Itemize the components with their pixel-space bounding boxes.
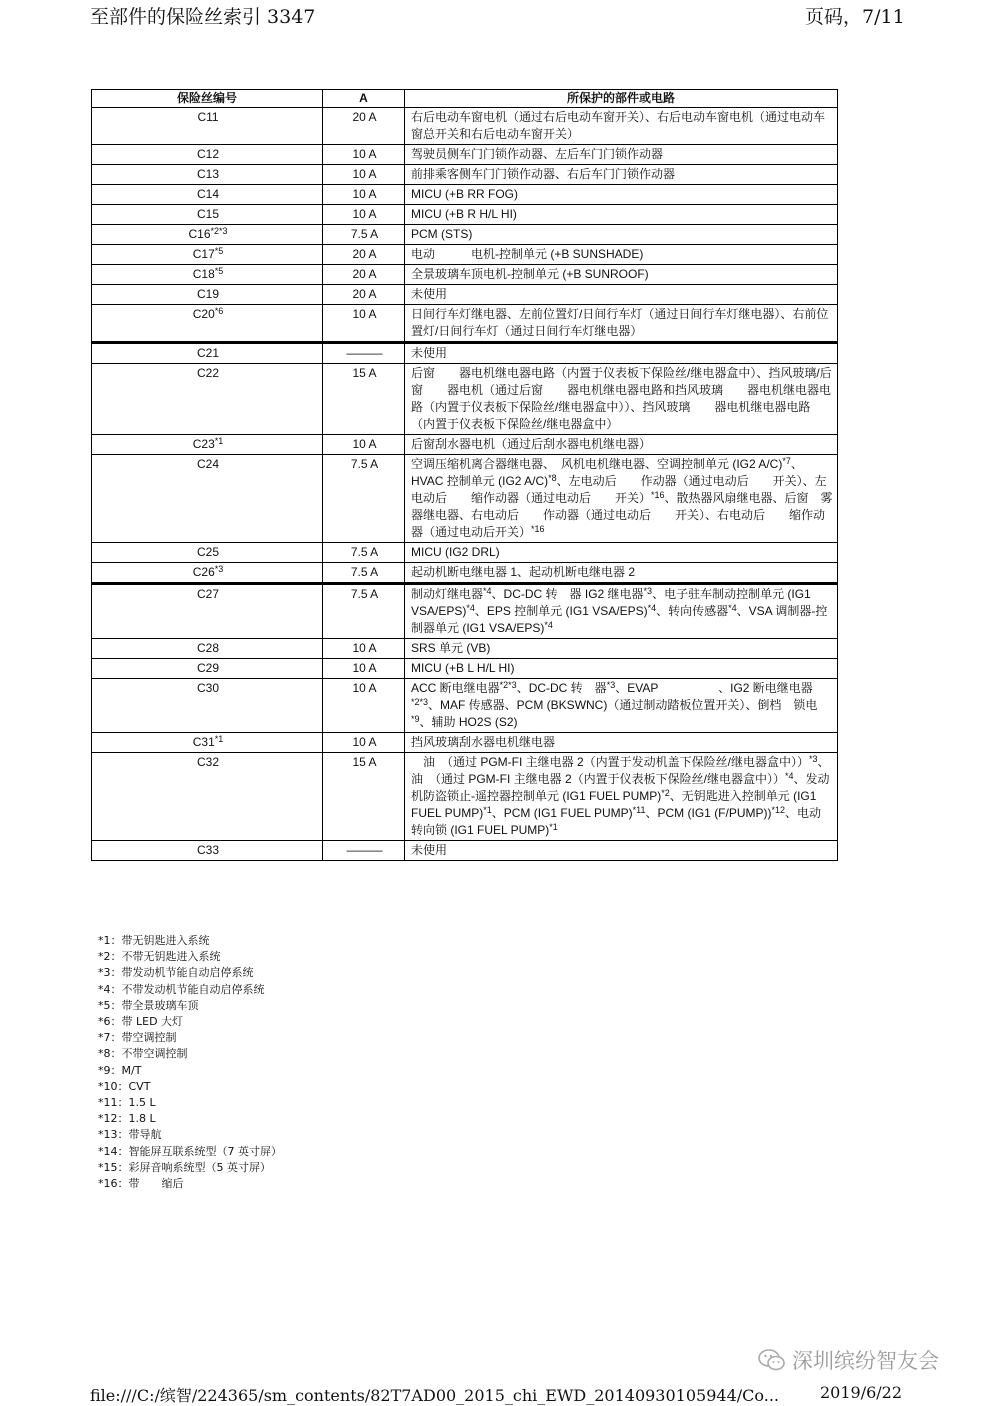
footnote-item: *8：不带空调控制 bbox=[98, 1047, 188, 1061]
table-row bbox=[92, 563, 838, 584]
fuse-id: C33 bbox=[196, 843, 219, 857]
fuse-number-cell bbox=[92, 165, 323, 185]
protected-circuit-cell: 未使用 bbox=[405, 343, 838, 364]
footnote-item: *2：不带无钥匙进入系统 bbox=[98, 950, 221, 964]
table-row bbox=[92, 343, 838, 364]
footnote-ref: *1 bbox=[214, 436, 224, 446]
fuse-id: C20 bbox=[192, 307, 215, 321]
footnote-item: *9：M/T bbox=[98, 1063, 142, 1077]
amperage-cell: 7.5 A bbox=[323, 543, 405, 563]
fuse-number-cell bbox=[92, 679, 323, 733]
protected-circuit-cell: 制动灯继电器$^{*4}$、DC-DC 转 器 IG2 继电器$^{*3}$、电子驻车制动控制单元 (IG1 VSA/EPS)$^{*4}$、EPS 控制单元 (IG1 VSA/EPS)$^{*4}$、转向传感器$^{*4}$、VSA 调制器-控制器单元 (IG1 VSA/EPS)$^{*4}$ bbox=[405, 584, 838, 639]
amperage-cell: 10 A bbox=[323, 733, 405, 753]
protected-circuit-cell: 电动 电机-控制单元 (+B SUNSHADE) bbox=[405, 245, 838, 265]
fuse-id: C11 bbox=[197, 110, 219, 124]
fuse-number-cell bbox=[92, 753, 323, 841]
table-row bbox=[92, 185, 838, 205]
protected-circuit-cell: MICU (+B R H/L HI) bbox=[405, 205, 838, 225]
fuse-id: C32 bbox=[196, 755, 219, 769]
amperage-cell: 15 A bbox=[323, 753, 405, 841]
fuse-number-cell bbox=[92, 245, 323, 265]
fuse-id: C23 bbox=[192, 437, 215, 451]
amperage-cell: 10 A bbox=[323, 205, 405, 225]
fuse-id: C12 bbox=[196, 147, 219, 161]
footnote-item: *16：带 缩后 bbox=[98, 1177, 184, 1191]
table-row bbox=[92, 145, 838, 165]
fuse-number-cell bbox=[92, 543, 323, 563]
fuse-id: C24 bbox=[196, 457, 219, 471]
footnote-ref: *3 bbox=[214, 564, 224, 574]
protected-circuit-cell: 右后电动车窗电机（通过右后电动车窗开关）、右后电动车窗电机（通过电动车窗总开关和右后电动车窗开关） bbox=[405, 108, 838, 145]
protected-circuit-cell: PCM (STS) bbox=[405, 225, 838, 245]
protected-circuit-cell: ACC 断电继电器$^{*2*3}$、DC-DC 转 器$^{*3}$、EVAP 、IG2 断电继电器$^{*2*3}$、MAF 传感器、PCM (BKSWNC)（通过制动踏板位置开关）、倒档 锁电 $^{*9}$、辅助 HO2S (S2) bbox=[405, 679, 838, 733]
protected-circuit-cell: 起动机断电继电器 1、起动机断电继电器 2 bbox=[405, 563, 838, 584]
protected-circuit-cell: 空调压缩机离合器继电器、 风机电机继电器、空调控制单元 (IG2 A/C)$^{*7}$、HVAC 控制单元 (IG2 A/C)$^{*8}$、左电动后 作动器（通过电动后 开关）、左电动后 缩作动器（通过电动后 开关）$^{*16}$、散热器风扇继电器、后窗 雾器继电器、右电动后 作动器（通过电动后 开关）、右电动后 缩作动器（通过电动后开关）$^{*16}$ bbox=[405, 455, 838, 543]
amperage-cell: 7.5 A bbox=[323, 584, 405, 639]
fuse-number-cell bbox=[92, 733, 323, 753]
protected-circuit-cell: 后窗 器电机继电器电路（内置于仪表板下保险丝/继电器盒中）、挡风玻璃/后窗 器电机（通过后窗 器电机继电器电路和挡风玻璃 器电机继电器电路（内置于仪表板下保险丝/继电器盒中））、挡风玻璃 器电机继电器电路（内置于仪表板下保险丝/继电器盒中） bbox=[405, 364, 838, 435]
amperage-cell: 20 A bbox=[323, 245, 405, 265]
table-row bbox=[92, 205, 838, 225]
table-row bbox=[92, 265, 838, 285]
fuse-id: C15 bbox=[196, 207, 219, 221]
footnotes bbox=[98, 933, 282, 1192]
fuse-table bbox=[91, 89, 842, 861]
column-header-fuse-number: 保险丝编号 bbox=[92, 90, 323, 108]
fuse-id: C18 bbox=[192, 267, 215, 281]
protected-circuit-cell: 挡风玻璃刮水器电机继电器 bbox=[405, 733, 838, 753]
table-row bbox=[92, 225, 838, 245]
fuse-id: C14 bbox=[196, 187, 219, 201]
fuse-number-cell bbox=[92, 841, 323, 861]
footnote-item: *5：带全景玻璃车顶 bbox=[98, 998, 199, 1012]
footnote-item: *1：带无钥匙进入系统 bbox=[98, 934, 210, 947]
footnote-ref: *2*3 bbox=[210, 226, 228, 236]
watermark bbox=[758, 1346, 963, 1374]
footnote-item: *7：带空调控制 bbox=[98, 1031, 177, 1045]
table-row bbox=[92, 753, 838, 841]
footnote-item: *3：带发动机节能自动启停系统 bbox=[98, 966, 254, 980]
protected-circuit-cell: MICU (+B RR FOG) bbox=[405, 185, 838, 205]
fuse-id: C28 bbox=[196, 641, 219, 655]
amperage-cell: ——— bbox=[323, 343, 405, 364]
footnote-item: *11：1.5 L bbox=[98, 1096, 156, 1110]
fuse-number-cell bbox=[92, 225, 323, 245]
fuse-number-cell bbox=[92, 145, 323, 165]
watermark-text: 深圳缤纷智友会 bbox=[792, 1349, 939, 1373]
amperage-cell: 20 A bbox=[323, 265, 405, 285]
footnote-item: *10：CVT bbox=[98, 1079, 151, 1093]
table-row bbox=[92, 108, 838, 145]
protected-circuit-cell: 全景玻璃车顶电机-控制单元 (+B SUNROOF) bbox=[405, 265, 838, 285]
protected-circuit-cell: SRS 单元 (VB) bbox=[405, 639, 838, 659]
footnote-ref: *5 bbox=[214, 246, 224, 256]
amperage-cell: 10 A bbox=[323, 185, 405, 205]
column-header-protected-circuit: 所保护的部件或电路 bbox=[405, 90, 838, 108]
amperage-cell: 15 A bbox=[323, 364, 405, 435]
table-row bbox=[92, 733, 838, 753]
protected-circuit-cell: MICU (+B L H/L HI) bbox=[405, 659, 838, 679]
page-title: 至部件的保险丝索引 3347 bbox=[90, 6, 316, 28]
amperage-cell: 7.5 A bbox=[323, 455, 405, 543]
footnote-item: *12：1.8 L bbox=[98, 1112, 156, 1126]
table-row bbox=[92, 165, 838, 185]
fuse-id: C29 bbox=[196, 661, 219, 675]
footnote-item: *4：不带发动机节能自动启停系统 bbox=[98, 982, 265, 996]
table-row bbox=[92, 435, 838, 455]
footnote-ref: *1 bbox=[214, 734, 224, 744]
fuse-number-cell bbox=[92, 455, 323, 543]
table-row bbox=[92, 305, 838, 343]
table-row bbox=[92, 659, 838, 679]
protected-circuit-cell: 后窗刮水器电机（通过后刮水器电机继电器） bbox=[405, 435, 838, 455]
page-number: 页码，7/11 bbox=[805, 6, 905, 28]
amperage-cell: 10 A bbox=[323, 639, 405, 659]
fuse-number-cell bbox=[92, 364, 323, 435]
table-row bbox=[92, 285, 838, 305]
footnote-ref: *5 bbox=[214, 266, 224, 276]
fuse-id: C30 bbox=[196, 681, 219, 695]
footnote-item: *6：带 LED 大灯 bbox=[98, 1015, 184, 1029]
table-row bbox=[92, 639, 838, 659]
protected-circuit-cell: 日间行车灯继电器、左前位置灯/日间行车灯（通过日间行车灯继电器）、右前位置灯/日间行车灯（通过日间行车灯继电器） bbox=[405, 305, 838, 343]
table-row bbox=[92, 841, 838, 861]
footnote-item: *15：彩屏音响系统型（5 英寸屏） bbox=[98, 1160, 271, 1174]
fuse-number-cell bbox=[92, 563, 323, 584]
footer-date: 2019/6/22 bbox=[820, 1383, 903, 1402]
amperage-cell: 20 A bbox=[323, 285, 405, 305]
protected-circuit-cell: 油 （通过 PGM-FI 主继电器 2（内置于发动机盖下保险丝/继电器盒中））$^{*3}$、 油 （通过 PGM-FI 主继电器 2（内置于仪表板下保险丝/继电器盒中））$^{*4}$、发动机防盗锁止-遥控器控制单元 (IG1 FUEL PUMP)$^{*2}$、无钥匙进入控制单元 (IG1 FUEL PUMP)$^{*1}$、PCM (IG1 FUEL PUMP)$^{*11}$、PCM (IG1 (F/PUMP))$^{*12}$、电动转向锁 (IG1 FUEL PUMP)$^{*1}$ bbox=[405, 753, 838, 841]
chat-bubbles-icon bbox=[758, 1348, 786, 1372]
amperage-cell: 20 A bbox=[323, 108, 405, 145]
amperage-cell: 10 A bbox=[323, 679, 405, 733]
column-header-amperage: A bbox=[323, 90, 405, 108]
protected-circuit-cell: 前排乘客侧车门门锁作动器、右后车门门锁作动器 bbox=[405, 165, 838, 185]
fuse-id: C31 bbox=[192, 735, 215, 749]
fuse-id: C26 bbox=[192, 565, 215, 579]
footer-file-path: file:///C:/缤智/224365/sm_contents/82T7AD00_2015_chi_EWD_20140930105944/Co... bbox=[90, 1386, 779, 1405]
table-header-row bbox=[92, 90, 838, 108]
fuse-number-cell bbox=[92, 108, 323, 145]
amperage-cell: 7.5 A bbox=[323, 225, 405, 245]
fuse-number-cell bbox=[92, 285, 323, 305]
fuse-id: C27 bbox=[196, 587, 219, 601]
fuse-id: C16 bbox=[188, 227, 211, 241]
footnote-item: *14：智能屏互联系统型（7 英寸屏） bbox=[98, 1144, 282, 1158]
amperage-cell: 10 A bbox=[323, 165, 405, 185]
protected-circuit-cell: 驾驶员侧车门门锁作动器、左后车门门锁作动器 bbox=[405, 145, 838, 165]
amperage-cell: 10 A bbox=[323, 659, 405, 679]
fuse-id: C17 bbox=[192, 247, 215, 261]
table-row bbox=[92, 455, 838, 543]
fuse-id: C13 bbox=[196, 167, 219, 181]
fuse-number-cell bbox=[92, 185, 323, 205]
fuse-number-cell bbox=[92, 639, 323, 659]
fuse-id: C25 bbox=[196, 545, 219, 559]
fuse-number-cell bbox=[92, 435, 323, 455]
protected-circuit-cell: MICU (IG2 DRL) bbox=[405, 543, 838, 563]
fuse-id: C19 bbox=[196, 287, 219, 301]
table-row bbox=[92, 364, 838, 435]
fuse-number-cell bbox=[92, 205, 323, 225]
table-row bbox=[92, 543, 838, 563]
amperage-cell: 10 A bbox=[323, 145, 405, 165]
table-row bbox=[92, 584, 838, 639]
table-row bbox=[92, 679, 838, 733]
amperage-cell: 7.5 A bbox=[323, 563, 405, 584]
protected-circuit-cell: 未使用 bbox=[405, 285, 838, 305]
fuse-number-cell bbox=[92, 343, 323, 364]
amperage-cell: 10 A bbox=[323, 435, 405, 455]
protected-circuit-cell: 未使用 bbox=[405, 841, 838, 861]
amperage-cell: 10 A bbox=[323, 305, 405, 343]
footnote-item: *13：带导航 bbox=[98, 1128, 162, 1142]
fuse-id: C21 bbox=[196, 346, 219, 360]
fuse-id: C22 bbox=[196, 366, 219, 380]
footnote-ref: *6 bbox=[214, 306, 224, 316]
fuse-number-cell bbox=[92, 659, 323, 679]
fuse-number-cell bbox=[92, 265, 323, 285]
amperage-cell: ——— bbox=[323, 841, 405, 861]
table-row bbox=[92, 245, 838, 265]
fuse-number-cell bbox=[92, 305, 323, 343]
fuse-number-cell bbox=[92, 584, 323, 639]
